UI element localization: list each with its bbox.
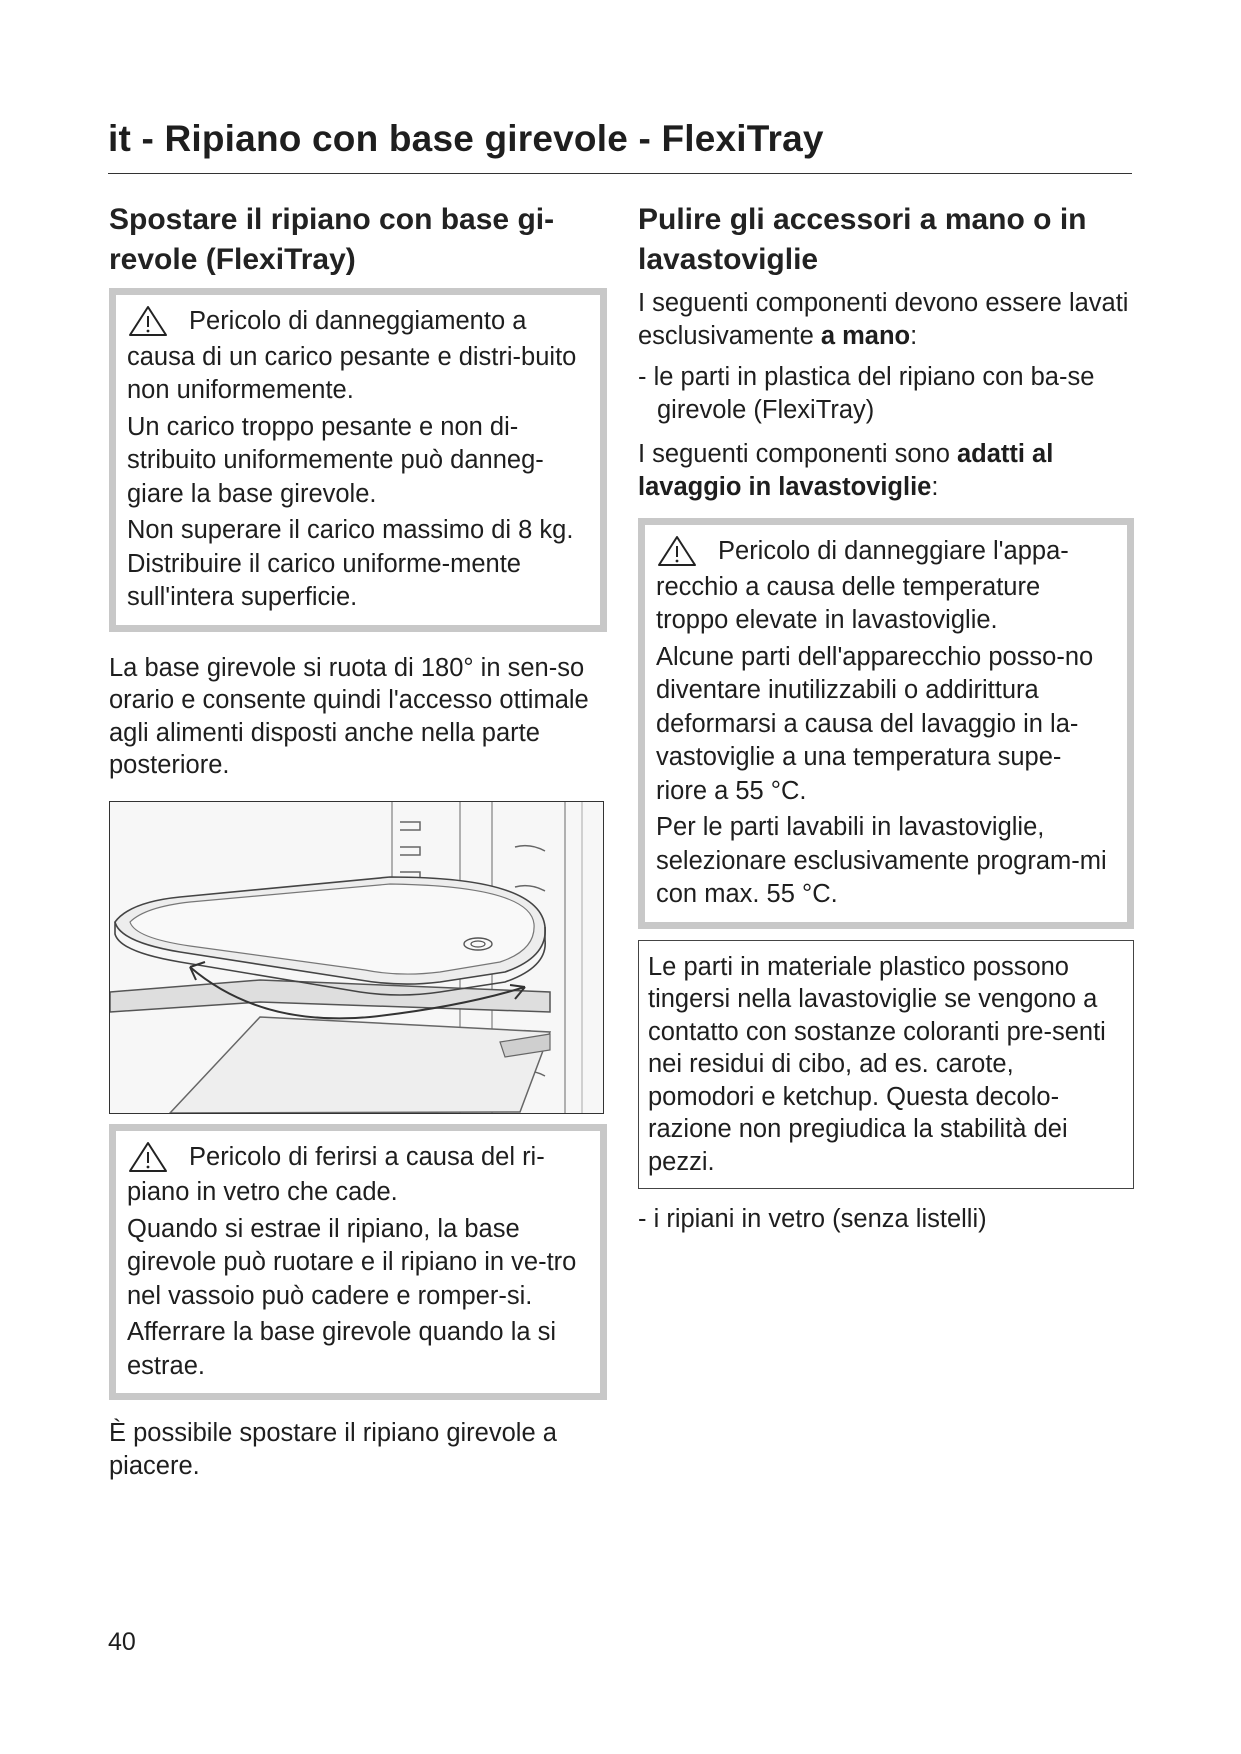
warning-box-temperature-text1: Alcune parti dell'apparecchio posso-no diventare inutilizzabili o addirittura deformarsi a causa del lavaggio in la-vastoviglie a una temperatura supe-riore a 55 °C. [656, 642, 1094, 805]
note-text: Le parti in materiale plastico possono tingersi nella lavastoviglie se vengono a contatto con sostanze coloranti pre-senti nei residui di cibo, ad es. carote, pomodori e ketchup. Questa decolo-razione non pregiudica la stabilità dei pezzi. [648, 952, 1106, 1177]
right-heading [638, 200, 1134, 280]
rotation-paragraph: La base girevole si ruota di 180° in sen-so orario e consente quindi l'accesso ottimale agli alimenti disposti anche nella parte posteriore. [109, 653, 589, 779]
warning-icon [127, 1141, 169, 1177]
warning-box-load-title: Pericolo di danneggiamento a causa di un carico pesante e distri-buito non uniformemente. [127, 307, 577, 404]
warning-box-temperature-text2: Per le parti lavabili in lavastoviglie, selezionare esclusivamente program-mi con max. 55 °C. [656, 813, 1107, 908]
left-heading-line2: revole (FlexiTray) [109, 243, 356, 276]
flexitray-illustration [109, 801, 604, 1114]
warning-box-glass-text2: Afferrare la base girevole quando la si estrae. [127, 1318, 557, 1380]
page-title: it - Ripiano con base girevole - FlexiTray [108, 118, 824, 159]
dishwasher-item: - i ripiani in vetro (senza listelli) [638, 1204, 987, 1233]
left-column [109, 200, 607, 1482]
left-heading [109, 200, 607, 280]
warning-box-glass [109, 1124, 607, 1401]
warning-box-temperature-title: Pericolo di danneggiare l'appa-recchio a causa delle temperature troppo elevate in lavastoviglie. [656, 537, 1069, 634]
move-paragraph: È possibile spostare il ripiano girevole a piacere. [109, 1419, 557, 1480]
dishwasher-intro: I seguenti componenti sono adatti al lavaggio in lavastoviglie: [638, 440, 1054, 501]
left-heading-line1: Spostare il ripiano con base gi- [109, 203, 555, 236]
warning-box-load [109, 288, 607, 632]
hand-wash-intro: I seguenti componenti devono essere lavati esclusivamente a mano: [638, 289, 1129, 350]
warning-icon [127, 305, 169, 341]
warning-box-glass-title: Pericolo di ferirsi a causa del ri-piano in vetro che cade. [127, 1142, 545, 1206]
warning-box-temperature [638, 518, 1134, 929]
warning-icon [656, 535, 698, 571]
note-box-staining [638, 940, 1134, 1189]
right-column [638, 200, 1134, 1235]
right-heading-line1: Pulire gli accessori a mano o in [638, 203, 1087, 236]
page-number: 40 [108, 1628, 136, 1656]
warning-box-load-text2: Non superare il carico massimo di 8 kg. Distribuire il carico uniforme-mente sull'intera superficie. [127, 516, 574, 611]
right-heading-line2: lavastoviglie [638, 243, 819, 276]
hand-wash-item: - le parti in plastica del ripiano con ba-se girevole (FlexiTray) [638, 363, 1095, 424]
title-rule [108, 173, 1132, 174]
warning-box-glass-text1: Quando si estrae il ripiano, la base girevole può ruotare e il ripiano in ve-tro nel vassoio può cadere e romper-si. [127, 1214, 577, 1310]
warning-box-load-text1: Un carico troppo pesante e non di-stribuito uniformemente può danneg-giare la base girevole. [127, 412, 544, 508]
